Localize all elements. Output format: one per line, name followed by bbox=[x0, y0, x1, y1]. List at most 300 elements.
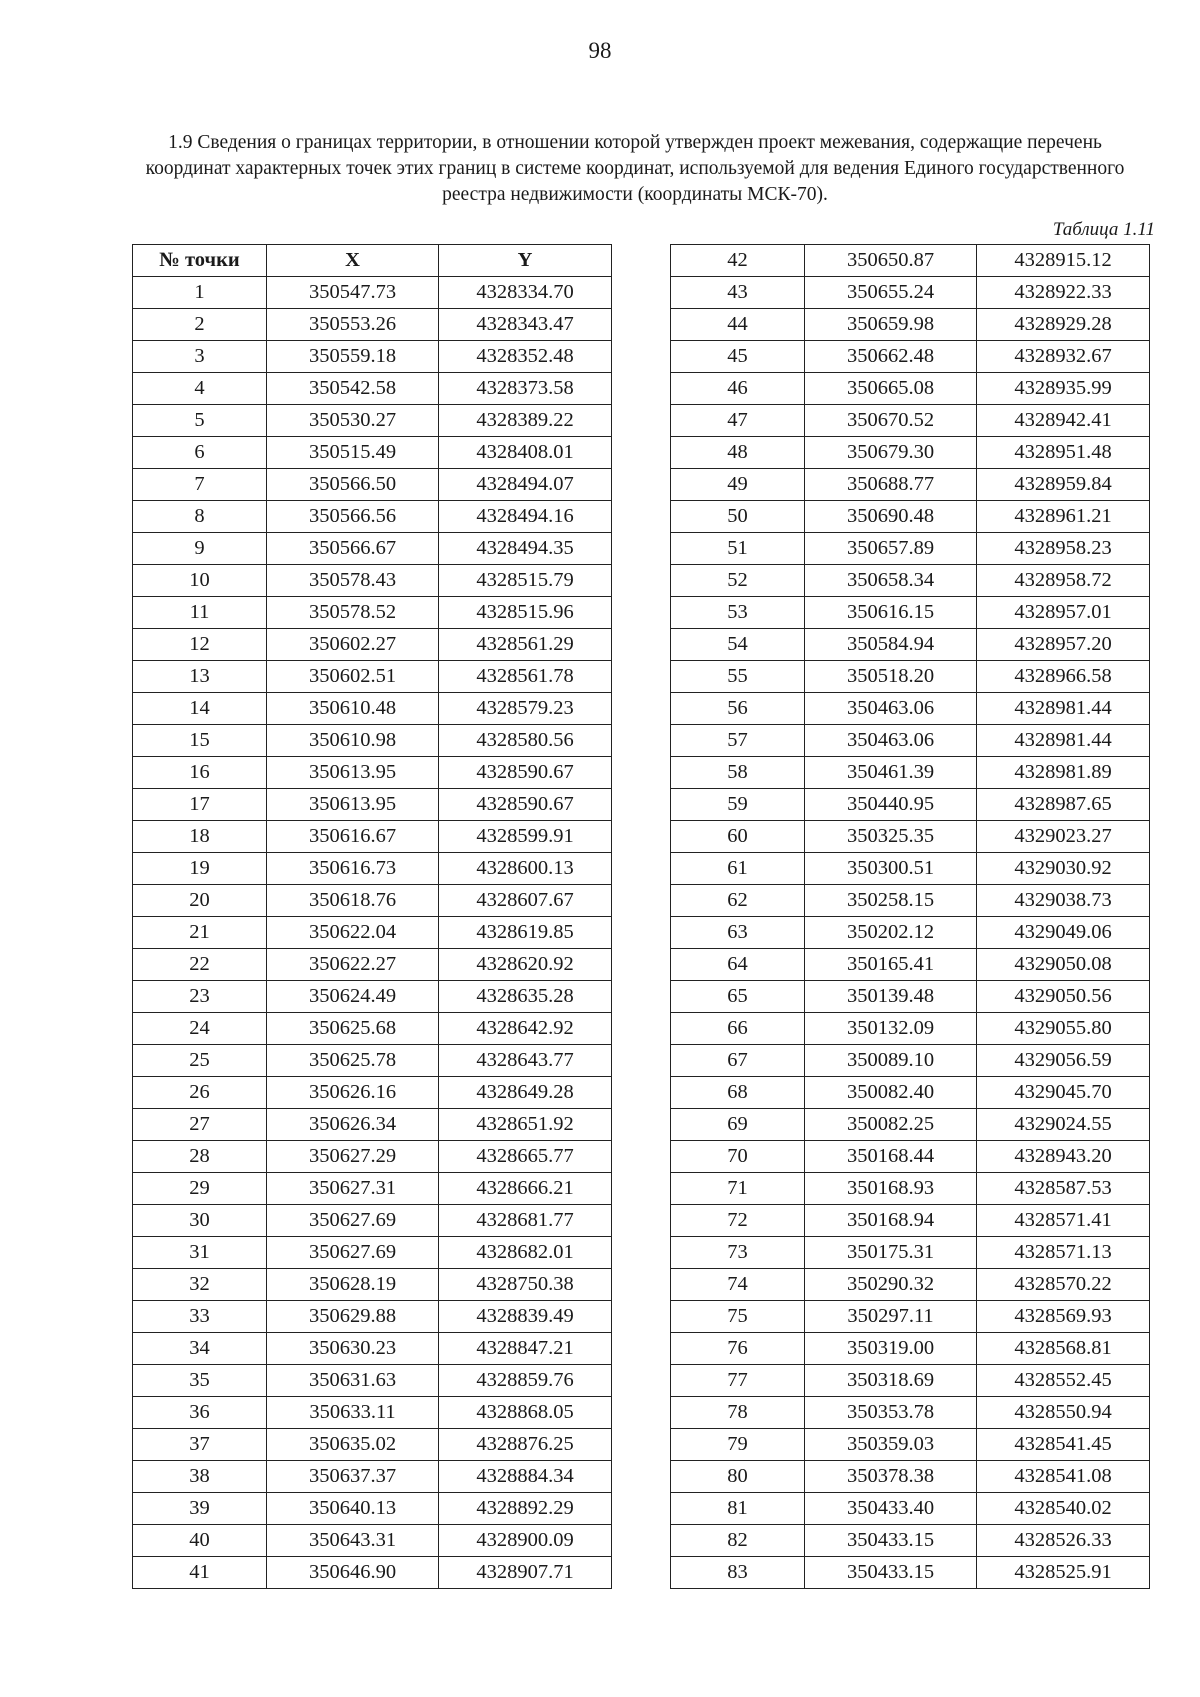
table-row bbox=[133, 533, 612, 565]
table-row bbox=[671, 1269, 1150, 1301]
cell-point-number: 69 bbox=[671, 1109, 805, 1141]
table-row bbox=[133, 1301, 612, 1333]
cell-point-number: 68 bbox=[671, 1077, 805, 1109]
cell-x: 350655.24 bbox=[805, 277, 977, 309]
cell-x: 350625.78 bbox=[267, 1045, 439, 1077]
table-row bbox=[671, 245, 1150, 277]
cell-y: 4328541.45 bbox=[977, 1429, 1150, 1461]
cell-x: 350082.25 bbox=[805, 1109, 977, 1141]
cell-y: 4328665.77 bbox=[439, 1141, 612, 1173]
cell-point-number: 42 bbox=[671, 245, 805, 277]
cell-point-number: 43 bbox=[671, 277, 805, 309]
cell-point-number: 57 bbox=[671, 725, 805, 757]
table-row bbox=[671, 1109, 1150, 1141]
cell-point-number: 82 bbox=[671, 1525, 805, 1557]
cell-point-number: 73 bbox=[671, 1237, 805, 1269]
cell-y: 4328932.67 bbox=[977, 341, 1150, 373]
cell-point-number: 61 bbox=[671, 853, 805, 885]
cell-y: 4328884.34 bbox=[439, 1461, 612, 1493]
table-row bbox=[671, 1077, 1150, 1109]
cell-x: 350690.48 bbox=[805, 501, 977, 533]
cell-point-number: 65 bbox=[671, 981, 805, 1013]
cell-point-number: 50 bbox=[671, 501, 805, 533]
cell-x: 350518.20 bbox=[805, 661, 977, 693]
table-row bbox=[133, 469, 612, 501]
cell-y: 4328942.41 bbox=[977, 405, 1150, 437]
cell-y: 4328981.89 bbox=[977, 757, 1150, 789]
cell-x: 350626.16 bbox=[267, 1077, 439, 1109]
cell-x: 350610.48 bbox=[267, 693, 439, 725]
cell-y: 4328892.29 bbox=[439, 1493, 612, 1525]
cell-y: 4328343.47 bbox=[439, 309, 612, 341]
cell-y: 4329045.70 bbox=[977, 1077, 1150, 1109]
cell-y: 4328839.49 bbox=[439, 1301, 612, 1333]
table-row bbox=[133, 1461, 612, 1493]
cell-x: 350325.35 bbox=[805, 821, 977, 853]
table-header-row bbox=[133, 245, 612, 277]
cell-x: 350625.68 bbox=[267, 1013, 439, 1045]
cell-point-number: 55 bbox=[671, 661, 805, 693]
cell-y: 4328550.94 bbox=[977, 1397, 1150, 1429]
cell-x: 350626.34 bbox=[267, 1109, 439, 1141]
table-row bbox=[133, 1141, 612, 1173]
cell-point-number: 81 bbox=[671, 1493, 805, 1525]
cell-y: 4328571.13 bbox=[977, 1237, 1150, 1269]
cell-y: 4329023.27 bbox=[977, 821, 1150, 853]
table-row bbox=[133, 757, 612, 789]
cell-point-number: 47 bbox=[671, 405, 805, 437]
cell-point-number: 34 bbox=[133, 1333, 267, 1365]
table-row bbox=[133, 1013, 612, 1045]
table-row bbox=[671, 1237, 1150, 1269]
cell-point-number: 37 bbox=[133, 1429, 267, 1461]
cell-point-number: 56 bbox=[671, 693, 805, 725]
cell-x: 350553.26 bbox=[267, 309, 439, 341]
cell-y: 4328540.02 bbox=[977, 1493, 1150, 1525]
cell-y: 4328900.09 bbox=[439, 1525, 612, 1557]
table-row bbox=[671, 789, 1150, 821]
cell-y: 4328494.35 bbox=[439, 533, 612, 565]
coordinates-table-left bbox=[132, 244, 612, 1589]
cell-point-number: 9 bbox=[133, 533, 267, 565]
table-row bbox=[133, 437, 612, 469]
cell-point-number: 51 bbox=[671, 533, 805, 565]
cell-point-number: 27 bbox=[133, 1109, 267, 1141]
cell-point-number: 38 bbox=[133, 1461, 267, 1493]
table-row bbox=[671, 277, 1150, 309]
cell-x: 350353.78 bbox=[805, 1397, 977, 1429]
cell-point-number: 13 bbox=[133, 661, 267, 693]
table-row bbox=[133, 821, 612, 853]
table-row bbox=[133, 277, 612, 309]
cell-point-number: 20 bbox=[133, 885, 267, 917]
cell-point-number: 23 bbox=[133, 981, 267, 1013]
table-row bbox=[133, 1429, 612, 1461]
table-row bbox=[671, 309, 1150, 341]
cell-x: 350359.03 bbox=[805, 1429, 977, 1461]
cell-y: 4328571.41 bbox=[977, 1205, 1150, 1237]
table-row bbox=[671, 1141, 1150, 1173]
cell-x: 350624.49 bbox=[267, 981, 439, 1013]
cell-y: 4328959.84 bbox=[977, 469, 1150, 501]
cell-x: 350547.73 bbox=[267, 277, 439, 309]
table-row bbox=[133, 341, 612, 373]
cell-y: 4328643.77 bbox=[439, 1045, 612, 1077]
cell-point-number: 79 bbox=[671, 1429, 805, 1461]
table-row bbox=[671, 661, 1150, 693]
cell-x: 350578.52 bbox=[267, 597, 439, 629]
table-row bbox=[671, 1013, 1150, 1045]
cell-y: 4328515.79 bbox=[439, 565, 612, 597]
table-row bbox=[133, 693, 612, 725]
table-row bbox=[671, 1205, 1150, 1237]
cell-x: 350635.02 bbox=[267, 1429, 439, 1461]
cell-y: 4328561.78 bbox=[439, 661, 612, 693]
cell-x: 350616.73 bbox=[267, 853, 439, 885]
cell-y: 4328981.44 bbox=[977, 693, 1150, 725]
cell-x: 350640.13 bbox=[267, 1493, 439, 1525]
cell-y: 4328494.16 bbox=[439, 501, 612, 533]
cell-y: 4328389.22 bbox=[439, 405, 612, 437]
cell-point-number: 15 bbox=[133, 725, 267, 757]
cell-x: 350566.56 bbox=[267, 501, 439, 533]
cell-x: 350616.15 bbox=[805, 597, 977, 629]
table-row bbox=[133, 1045, 612, 1077]
table-row bbox=[671, 565, 1150, 597]
cell-x: 350168.93 bbox=[805, 1173, 977, 1205]
cell-y: 4328590.67 bbox=[439, 757, 612, 789]
table-row bbox=[133, 1173, 612, 1205]
cell-x: 350584.94 bbox=[805, 629, 977, 661]
cell-point-number: 41 bbox=[133, 1557, 267, 1589]
cell-point-number: 8 bbox=[133, 501, 267, 533]
cell-point-number: 72 bbox=[671, 1205, 805, 1237]
cell-y: 4328876.25 bbox=[439, 1429, 612, 1461]
table-row bbox=[133, 565, 612, 597]
cell-point-number: 21 bbox=[133, 917, 267, 949]
table-row bbox=[133, 1365, 612, 1397]
cell-x: 350168.94 bbox=[805, 1205, 977, 1237]
cell-y: 4328569.93 bbox=[977, 1301, 1150, 1333]
cell-x: 350290.32 bbox=[805, 1269, 977, 1301]
cell-x: 350300.51 bbox=[805, 853, 977, 885]
cell-x: 350602.27 bbox=[267, 629, 439, 661]
cell-point-number: 77 bbox=[671, 1365, 805, 1397]
cell-y: 4328599.91 bbox=[439, 821, 612, 853]
cell-x: 350258.15 bbox=[805, 885, 977, 917]
table-row bbox=[671, 341, 1150, 373]
cell-point-number: 2 bbox=[133, 309, 267, 341]
cell-x: 350433.15 bbox=[805, 1557, 977, 1589]
table-row bbox=[133, 1493, 612, 1525]
cell-y: 4328619.85 bbox=[439, 917, 612, 949]
table-row bbox=[671, 437, 1150, 469]
cell-point-number: 25 bbox=[133, 1045, 267, 1077]
cell-x: 350665.08 bbox=[805, 373, 977, 405]
cell-y: 4328935.99 bbox=[977, 373, 1150, 405]
cell-y: 4328681.77 bbox=[439, 1205, 612, 1237]
cell-x: 350559.18 bbox=[267, 341, 439, 373]
cell-x: 350630.23 bbox=[267, 1333, 439, 1365]
cell-x: 350461.39 bbox=[805, 757, 977, 789]
cell-y: 4328515.96 bbox=[439, 597, 612, 629]
cell-x: 350319.00 bbox=[805, 1333, 977, 1365]
table-row bbox=[671, 469, 1150, 501]
cell-point-number: 16 bbox=[133, 757, 267, 789]
cell-x: 350202.12 bbox=[805, 917, 977, 949]
cell-y: 4329050.08 bbox=[977, 949, 1150, 981]
cell-y: 4328607.67 bbox=[439, 885, 612, 917]
cell-point-number: 4 bbox=[133, 373, 267, 405]
cell-x: 350433.40 bbox=[805, 1493, 977, 1525]
cell-y: 4328951.48 bbox=[977, 437, 1150, 469]
cell-x: 350318.69 bbox=[805, 1365, 977, 1397]
table-row bbox=[671, 501, 1150, 533]
cell-x: 350650.87 bbox=[805, 245, 977, 277]
cell-x: 350566.50 bbox=[267, 469, 439, 501]
cell-x: 350578.43 bbox=[267, 565, 439, 597]
table-row bbox=[671, 1365, 1150, 1397]
cell-x: 350165.41 bbox=[805, 949, 977, 981]
cell-x: 350566.67 bbox=[267, 533, 439, 565]
cell-point-number: 29 bbox=[133, 1173, 267, 1205]
cell-x: 350637.37 bbox=[267, 1461, 439, 1493]
table-caption: Таблица 1.11 bbox=[1052, 219, 1155, 240]
table-row bbox=[133, 1333, 612, 1365]
cell-point-number: 64 bbox=[671, 949, 805, 981]
cell-y: 4328642.92 bbox=[439, 1013, 612, 1045]
cell-x: 350629.88 bbox=[267, 1301, 439, 1333]
cell-y: 4328868.05 bbox=[439, 1397, 612, 1429]
cell-y: 4328570.22 bbox=[977, 1269, 1150, 1301]
cell-y: 4329055.80 bbox=[977, 1013, 1150, 1045]
cell-y: 4328961.21 bbox=[977, 501, 1150, 533]
table-row bbox=[671, 1461, 1150, 1493]
cell-point-number: 71 bbox=[671, 1173, 805, 1205]
column-header-point-number: № точки bbox=[133, 245, 267, 277]
table-row bbox=[133, 885, 612, 917]
cell-point-number: 52 bbox=[671, 565, 805, 597]
table-row bbox=[671, 853, 1150, 885]
cell-point-number: 76 bbox=[671, 1333, 805, 1365]
table-row bbox=[671, 1333, 1150, 1365]
cell-y: 4328847.21 bbox=[439, 1333, 612, 1365]
cell-point-number: 70 bbox=[671, 1141, 805, 1173]
cell-y: 4328600.13 bbox=[439, 853, 612, 885]
cell-x: 350622.27 bbox=[267, 949, 439, 981]
cell-y: 4328525.91 bbox=[977, 1557, 1150, 1589]
table-row bbox=[671, 725, 1150, 757]
cell-x: 350631.63 bbox=[267, 1365, 439, 1397]
cell-point-number: 46 bbox=[671, 373, 805, 405]
cell-y: 4328666.21 bbox=[439, 1173, 612, 1205]
cell-x: 350378.38 bbox=[805, 1461, 977, 1493]
cell-point-number: 80 bbox=[671, 1461, 805, 1493]
cell-point-number: 18 bbox=[133, 821, 267, 853]
cell-y: 4328958.23 bbox=[977, 533, 1150, 565]
cell-point-number: 39 bbox=[133, 1493, 267, 1525]
cell-y: 4328408.01 bbox=[439, 437, 612, 469]
cell-x: 350433.15 bbox=[805, 1525, 977, 1557]
table-row bbox=[671, 405, 1150, 437]
table-row bbox=[671, 1493, 1150, 1525]
cell-y: 4328580.56 bbox=[439, 725, 612, 757]
table-row bbox=[133, 597, 612, 629]
cell-point-number: 1 bbox=[133, 277, 267, 309]
cell-point-number: 49 bbox=[671, 469, 805, 501]
table-row bbox=[133, 949, 612, 981]
table-row bbox=[671, 693, 1150, 725]
cell-y: 4328526.33 bbox=[977, 1525, 1150, 1557]
table-row bbox=[671, 1173, 1150, 1205]
cell-y: 4328682.01 bbox=[439, 1237, 612, 1269]
table-row bbox=[671, 949, 1150, 981]
cell-y: 4328966.58 bbox=[977, 661, 1150, 693]
cell-x: 350643.31 bbox=[267, 1525, 439, 1557]
table-row bbox=[671, 885, 1150, 917]
cell-y: 4328929.28 bbox=[977, 309, 1150, 341]
cell-x: 350440.95 bbox=[805, 789, 977, 821]
table-row bbox=[133, 1557, 612, 1589]
cell-x: 350168.44 bbox=[805, 1141, 977, 1173]
cell-y: 4329049.06 bbox=[977, 917, 1150, 949]
cell-y: 4329056.59 bbox=[977, 1045, 1150, 1077]
cell-x: 350463.06 bbox=[805, 693, 977, 725]
cell-y: 4328352.48 bbox=[439, 341, 612, 373]
cell-x: 350515.49 bbox=[267, 437, 439, 469]
cell-x: 350670.52 bbox=[805, 405, 977, 437]
cell-point-number: 66 bbox=[671, 1013, 805, 1045]
cell-x: 350657.89 bbox=[805, 533, 977, 565]
cell-y: 4328649.28 bbox=[439, 1077, 612, 1109]
table-row bbox=[671, 1429, 1150, 1461]
cell-y: 4328981.44 bbox=[977, 725, 1150, 757]
cell-y: 4328859.76 bbox=[439, 1365, 612, 1397]
cell-point-number: 11 bbox=[133, 597, 267, 629]
cell-point-number: 3 bbox=[133, 341, 267, 373]
cell-point-number: 44 bbox=[671, 309, 805, 341]
cell-point-number: 28 bbox=[133, 1141, 267, 1173]
cell-point-number: 60 bbox=[671, 821, 805, 853]
cell-point-number: 59 bbox=[671, 789, 805, 821]
table-row bbox=[133, 981, 612, 1013]
table-row bbox=[133, 405, 612, 437]
table-row bbox=[671, 597, 1150, 629]
cell-x: 350610.98 bbox=[267, 725, 439, 757]
cell-point-number: 10 bbox=[133, 565, 267, 597]
cell-point-number: 22 bbox=[133, 949, 267, 981]
cell-x: 350089.10 bbox=[805, 1045, 977, 1077]
cell-x: 350530.27 bbox=[267, 405, 439, 437]
cell-point-number: 74 bbox=[671, 1269, 805, 1301]
cell-y: 4328943.20 bbox=[977, 1141, 1150, 1173]
cell-y: 4329030.92 bbox=[977, 853, 1150, 885]
table-row bbox=[133, 1205, 612, 1237]
cell-x: 350628.19 bbox=[267, 1269, 439, 1301]
cell-point-number: 26 bbox=[133, 1077, 267, 1109]
cell-y: 4328987.65 bbox=[977, 789, 1150, 821]
table-row bbox=[133, 1077, 612, 1109]
cell-x: 350463.06 bbox=[805, 725, 977, 757]
table-row bbox=[133, 789, 612, 821]
cell-y: 4328568.81 bbox=[977, 1333, 1150, 1365]
table-row bbox=[671, 1397, 1150, 1429]
table-row bbox=[671, 1045, 1150, 1077]
cell-y: 4328958.72 bbox=[977, 565, 1150, 597]
cell-x: 350627.69 bbox=[267, 1205, 439, 1237]
cell-x: 350662.48 bbox=[805, 341, 977, 373]
cell-x: 350627.69 bbox=[267, 1237, 439, 1269]
cell-point-number: 14 bbox=[133, 693, 267, 725]
cell-point-number: 40 bbox=[133, 1525, 267, 1557]
table-row bbox=[133, 373, 612, 405]
table-row bbox=[133, 501, 612, 533]
cell-x: 350175.31 bbox=[805, 1237, 977, 1269]
cell-x: 350132.09 bbox=[805, 1013, 977, 1045]
cell-y: 4328957.20 bbox=[977, 629, 1150, 661]
cell-point-number: 6 bbox=[133, 437, 267, 469]
cell-y: 4328635.28 bbox=[439, 981, 612, 1013]
table-row bbox=[671, 1557, 1150, 1589]
cell-y: 4328587.53 bbox=[977, 1173, 1150, 1205]
cell-y: 4328373.58 bbox=[439, 373, 612, 405]
cell-point-number: 62 bbox=[671, 885, 805, 917]
coordinates-table-right bbox=[670, 244, 1150, 1589]
table-row bbox=[133, 629, 612, 661]
page-number: 98 bbox=[588, 38, 612, 63]
cell-y: 4328620.92 bbox=[439, 949, 612, 981]
table-row bbox=[133, 309, 612, 341]
cell-y: 4328915.12 bbox=[977, 245, 1150, 277]
cell-y: 4328561.29 bbox=[439, 629, 612, 661]
table-row bbox=[671, 1525, 1150, 1557]
cell-y: 4329050.56 bbox=[977, 981, 1150, 1013]
table-row bbox=[133, 1525, 612, 1557]
table-row bbox=[133, 1397, 612, 1429]
cell-y: 4328907.71 bbox=[439, 1557, 612, 1589]
cell-point-number: 19 bbox=[133, 853, 267, 885]
cell-point-number: 67 bbox=[671, 1045, 805, 1077]
cell-x: 350082.40 bbox=[805, 1077, 977, 1109]
cell-x: 350139.48 bbox=[805, 981, 977, 1013]
cell-point-number: 54 bbox=[671, 629, 805, 661]
table-row bbox=[133, 1269, 612, 1301]
cell-y: 4328494.07 bbox=[439, 469, 612, 501]
cell-x: 350618.76 bbox=[267, 885, 439, 917]
cell-point-number: 83 bbox=[671, 1557, 805, 1589]
cell-y: 4328922.33 bbox=[977, 277, 1150, 309]
cell-point-number: 58 bbox=[671, 757, 805, 789]
cell-point-number: 36 bbox=[133, 1397, 267, 1429]
table-row bbox=[671, 533, 1150, 565]
cell-x: 350658.34 bbox=[805, 565, 977, 597]
table-row bbox=[133, 1237, 612, 1269]
cell-point-number: 17 bbox=[133, 789, 267, 821]
cell-x: 350679.30 bbox=[805, 437, 977, 469]
table-row bbox=[671, 821, 1150, 853]
cell-y: 4328651.92 bbox=[439, 1109, 612, 1141]
cell-y: 4328541.08 bbox=[977, 1461, 1150, 1493]
cell-point-number: 31 bbox=[133, 1237, 267, 1269]
cell-point-number: 63 bbox=[671, 917, 805, 949]
table-row bbox=[671, 1301, 1150, 1333]
cell-point-number: 45 bbox=[671, 341, 805, 373]
cell-point-number: 48 bbox=[671, 437, 805, 469]
table-row bbox=[133, 1109, 612, 1141]
column-header-x: X bbox=[267, 245, 439, 277]
cell-x: 350602.51 bbox=[267, 661, 439, 693]
cell-point-number: 33 bbox=[133, 1301, 267, 1333]
